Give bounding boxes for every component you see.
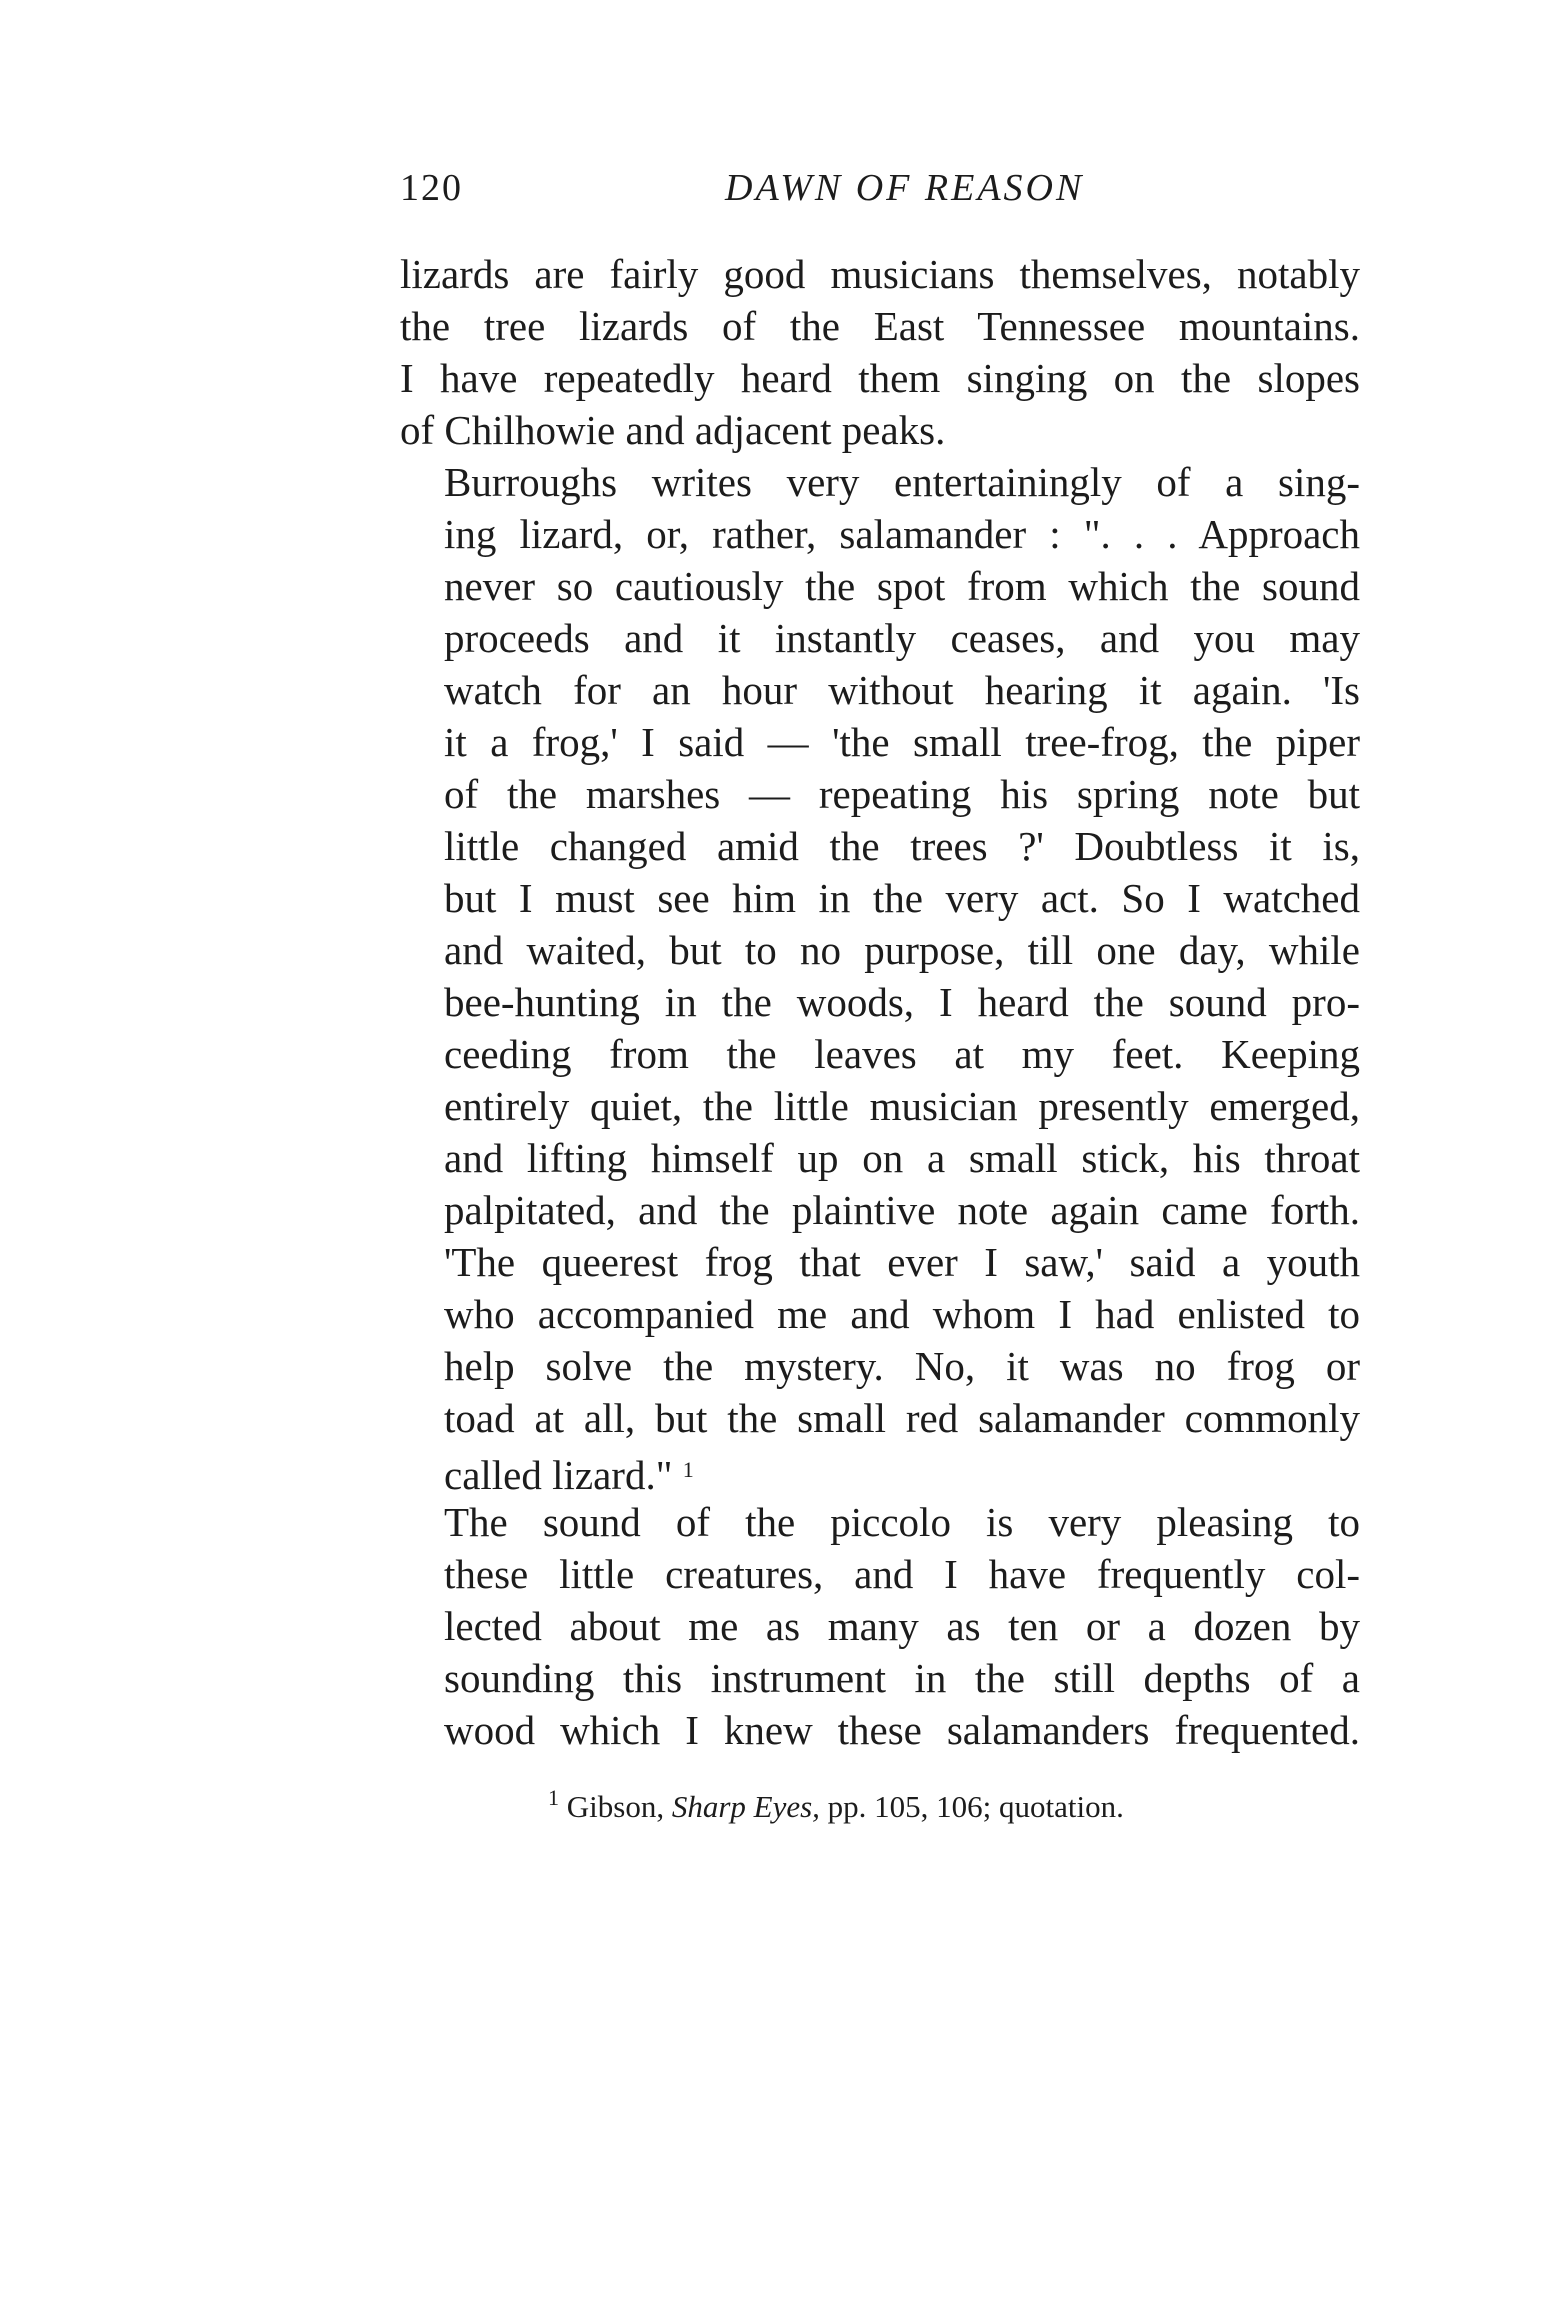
footnote-work-title: Sharp Eyes, [671,1789,820,1824]
text-line: Burroughs writes very entertainingly of a sing- [444,459,1360,505]
text-line: palpitated, and the plaintive note again came forth. [444,1187,1360,1233]
text-line: but I must see him in the very act. So I watched [444,875,1360,921]
text-line: the tree lizards of the East Tennessee mountains. [400,303,1360,349]
text-line: of Chilhowie and adjacent peaks. [400,407,946,453]
footnote-citation: pp. 105, 106; quotation. [827,1789,1124,1824]
text-line: it a frog,' I said — 'the small tree-frog, the piper [444,719,1360,765]
text-line: I have repeatedly heard them singing on the slopes [400,355,1360,401]
footnote-marker: 1 [548,1785,559,1810]
text-line: bee-hunting in the woods, I heard the sound pro- [444,979,1360,1025]
text-line: lizards are fairly good musicians themselves, notably [400,251,1360,297]
text-line: 'The queerest frog that ever I saw,' said a youth [444,1239,1360,1285]
paragraph [400,456,1360,1496]
running-head [400,158,1360,218]
page-number: 120 [400,167,463,209]
text-line: and lifting himself up on a small stick, his throat [444,1135,1360,1181]
text-line: who accompanied me and whom I had enlisted to [444,1291,1360,1337]
running-title: DAWN OF REASON [725,167,1085,209]
text-line: The sound of the piccolo is very pleasing to [444,1499,1360,1545]
text-line: proceeds and it instantly ceases, and you may [444,615,1360,661]
text-line: sounding this instrument in the still depths of a [444,1655,1360,1701]
footnote-author: Gibson, [566,1789,665,1824]
text-line: watch for an hour without hearing it again. 'Is [444,667,1360,713]
text-line: little changed amid the trees ?' Doubtless it is, [444,823,1360,869]
text-line-content: called lizard." [444,1452,673,1498]
text-line: and waited, but to no purpose, till one day, while [444,927,1360,973]
text-line: lected about me as many as ten or a dozen by [444,1603,1360,1649]
text-line: entirely quiet, the little musician presently emerged, [444,1083,1360,1129]
text-line: toad at all, but the small red salamander commonly [444,1395,1360,1441]
footnote-reference: 1 [682,1457,694,1482]
text-line: wood which I knew these salamanders frequented. [444,1707,1360,1753]
text-line [400,1444,1360,1496]
text-line: ceeding from the leaves at my feet. Keeping [444,1031,1360,1077]
footnote [548,1776,1360,1829]
paragraph [400,248,1360,456]
text-line: these little creatures, and I have frequently col- [444,1551,1360,1597]
text-line: ing lizard, or, rather, salamander : ". . . Approach [444,511,1360,557]
text-line: of the marshes — repeating his spring note but [444,771,1360,817]
paragraph [400,1496,1360,1756]
text-line: help solve the mystery. No, it was no frog or [444,1343,1360,1389]
text-line: never so cautiously the spot from which the sound [444,563,1360,609]
body-text [400,248,1360,1756]
